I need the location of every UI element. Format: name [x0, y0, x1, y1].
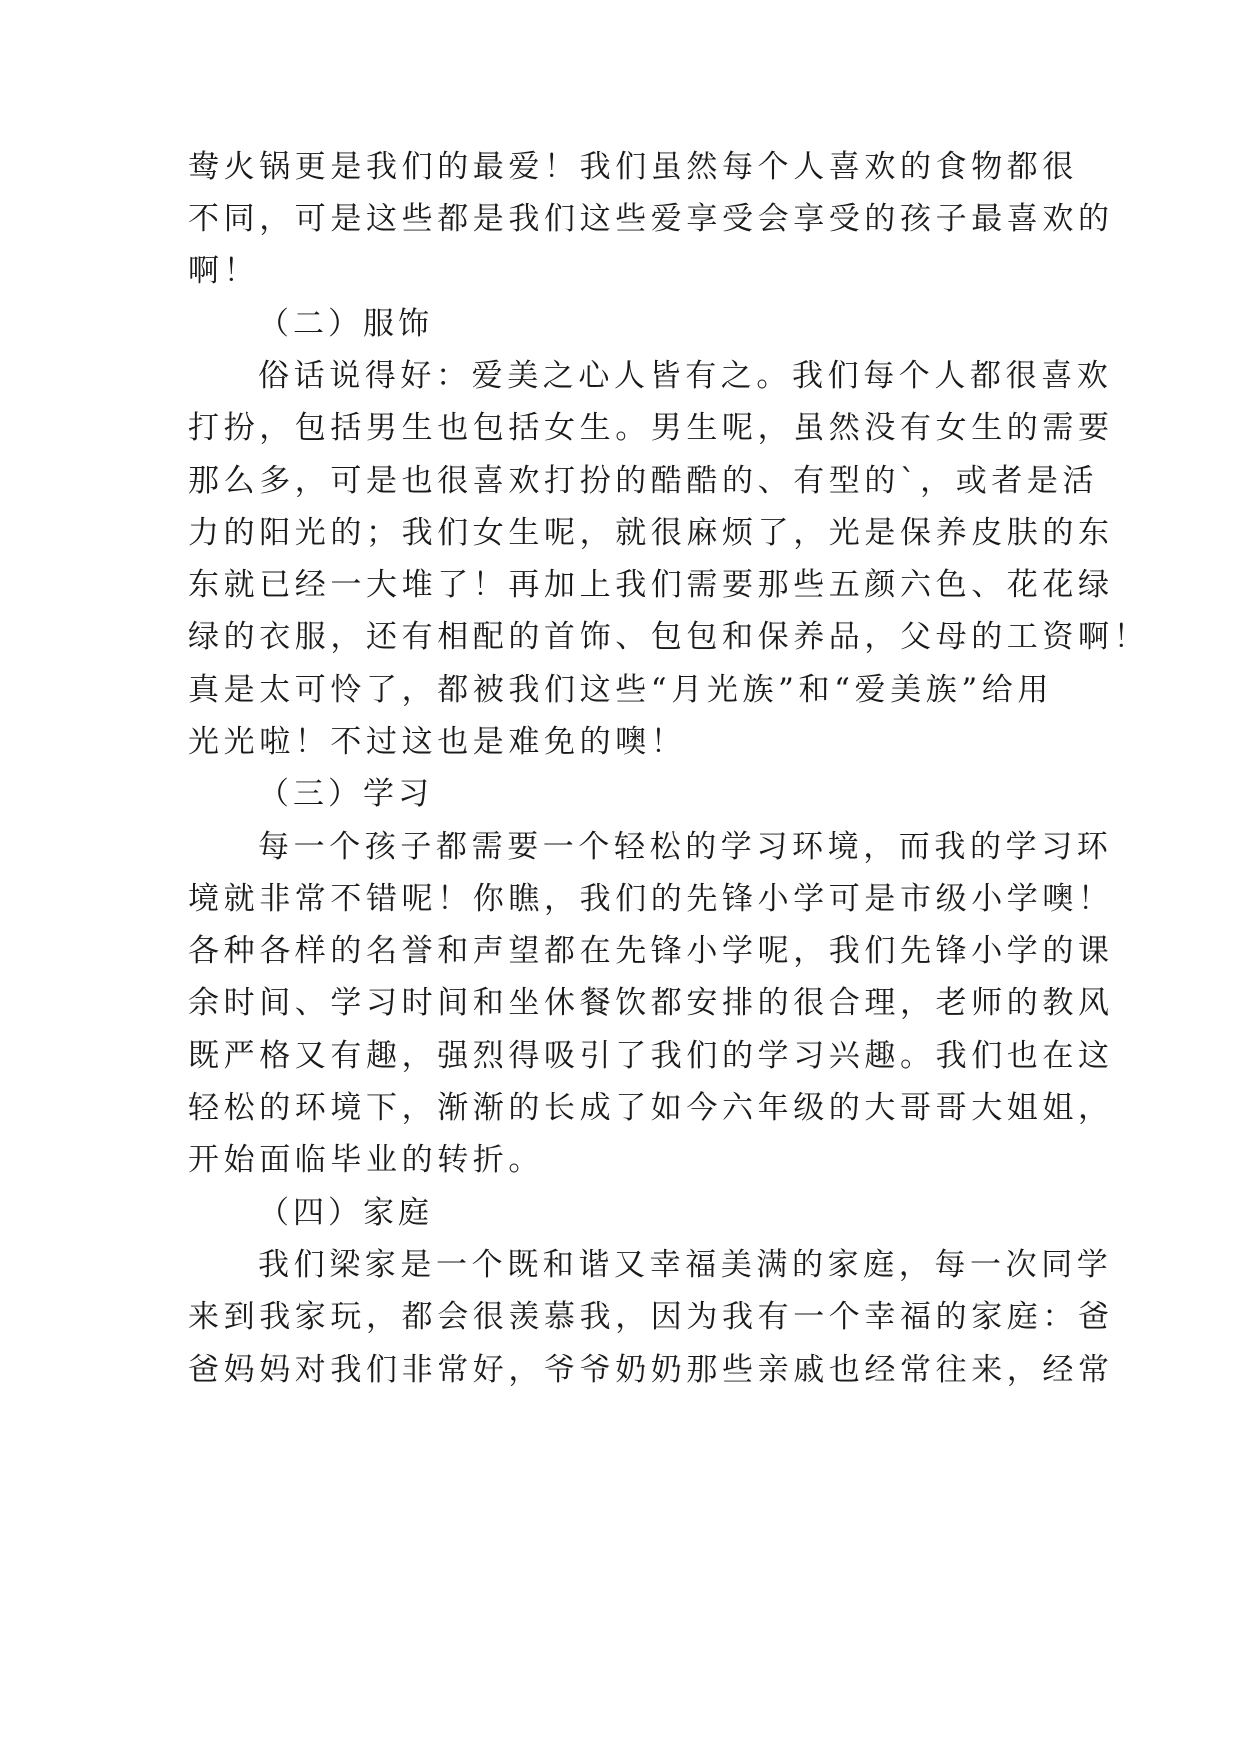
text-line: 真是太可怜了，都被我们这些“月光族”和“爱美族”给用 — [188, 672, 1053, 708]
text-line: 来到我家玩，都会很羡慕我，因为我有一个幸福的家庭：爸 — [188, 1299, 1114, 1335]
text-line: 余时间、学习时间和坐休餐饮都安排的很合理，老师的教风 — [188, 985, 1114, 1021]
text-line: 打扮，包括男生也包括女生。男生呢，虽然没有女生的需要 — [188, 410, 1114, 446]
text-line: 东就已经一大堆了！再加上我们需要那些五颜六色、花花绿 — [188, 567, 1114, 603]
text-line: 开始面临毕业的转折。 — [188, 1142, 544, 1178]
text-line: 那么多，可是也很喜欢打扮的酷酷的、有型的`，或者是活 — [188, 463, 1099, 499]
text-line: 每一个孩子都需要一个轻松的学习环境，而我的学习环 — [258, 829, 1113, 865]
text-line: 我们梁家是一个既和谐又幸福美满的家庭，每一次同学 — [258, 1247, 1113, 1283]
text-line: 啊！ — [188, 253, 260, 289]
text-line: 境就非常不错呢！你瞧，我们的先锋小学可是市级小学噢！ — [188, 881, 1114, 917]
text-line: 不同，可是这些都是我们这些爱享受会享受的孩子最喜欢的 — [188, 201, 1114, 237]
section-heading-clothing: （二）服饰 — [258, 306, 433, 342]
text-line: 轻松的环境下，渐渐的长成了如今六年级的大哥哥大姐姐， — [188, 1090, 1114, 1126]
text-line: 既严格又有趣，强烈得吸引了我们的学习兴趣。我们也在这 — [188, 1038, 1114, 1074]
text-line: 俗话说得好：爱美之心人皆有之。我们每个人都很喜欢 — [258, 358, 1113, 394]
text-line: 力的阳光的；我们女生呢，就很麻烦了，光是保养皮肤的东 — [188, 515, 1114, 551]
section-heading-family: （四）家庭 — [258, 1195, 433, 1231]
text-line: 爸妈妈对我们非常好，爷爷奶奶那些亲戚也经常往来，经常 — [188, 1352, 1114, 1388]
text-line: 各种各样的名誉和声望都在先锋小学呢，我们先锋小学的课 — [188, 933, 1114, 969]
section-heading-study: （三）学习 — [258, 776, 433, 812]
text-line: 鸯火锅更是我们的最爱！我们虽然每个人喜欢的食物都很 — [188, 149, 1078, 185]
text-line: 光光啦！不过这也是难免的噢！ — [188, 724, 687, 760]
text-line: 绿的衣服，还有相配的首饰、包包和保养品，父母的工资啊！ — [188, 619, 1150, 655]
